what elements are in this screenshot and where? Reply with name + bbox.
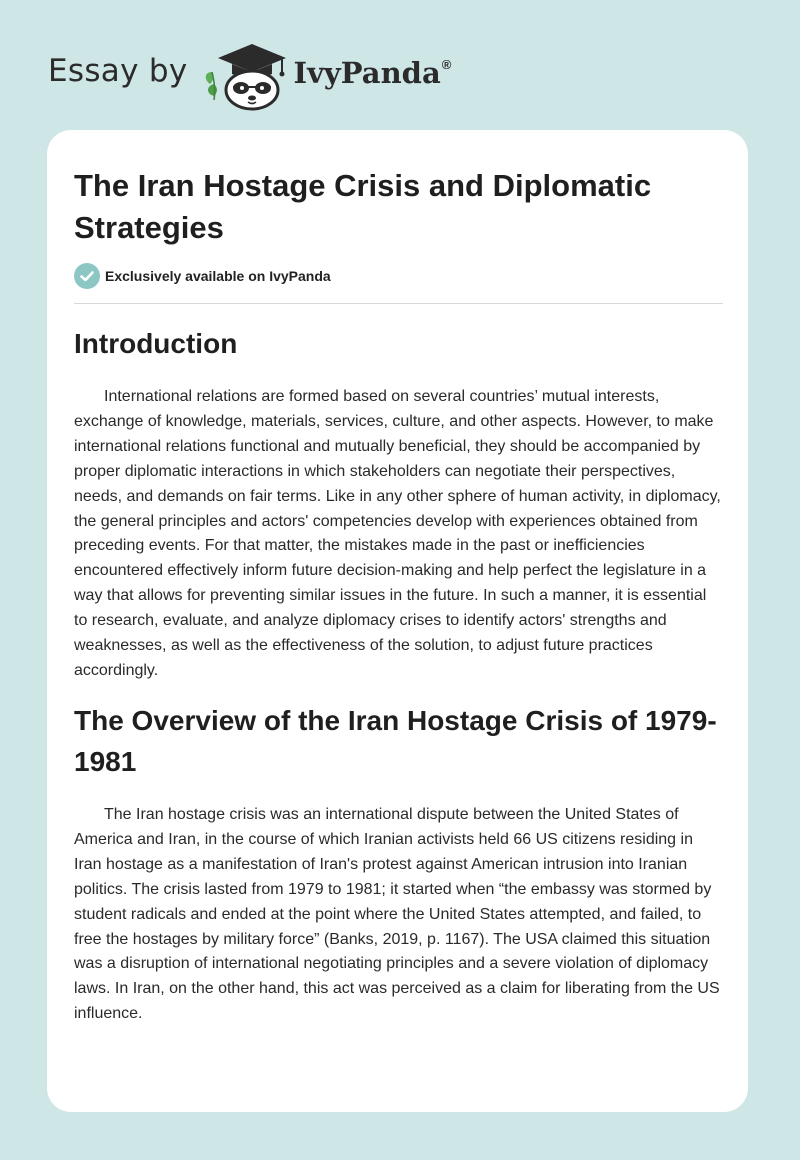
section-paragraph-introduction: International relations are formed based on several countries’ mutual interests, exchange of knowledge, materials, services, culture, and other aspects. However, to make international relations functional and mutually beneficial, they should be accompanied by proper diplomatic interactions in which stakeholders can negotiate their perspectives, needs, and demands on fair terms. Like in any other sphere of human activity, in diplomacy, the general principles and actors' competencies develop with experiences obtained from preceding events. For that matter, the mistakes made in the past or inefficiencies encountered effectively inform future decision-making and help perfect the legislature in a way that allows for preventing similar issues in the future. In such a manner, it is essential to research, evaluate, and analyze diplomacy crises to identify actors' strengths and weaknesses, as well as the effectiveness of the solution, to adjust future practices accordingly. <box>74 388 721 679</box>
article-card <box>47 130 748 1112</box>
exclusive-badge-text: Exclusively available on IvyPanda <box>105 268 331 284</box>
article-title: The Iran Hostage Crisis and Diplomatic Strategies <box>74 168 652 245</box>
essay-by-label: Essay by <box>48 53 188 89</box>
exclusive-badge <box>74 263 331 289</box>
title-divider <box>74 303 723 304</box>
panda-logo-icon[interactable] <box>202 36 292 112</box>
section-heading-overview: The Overview of the Iran Hostage Crisis of 1979-1981 <box>74 705 717 777</box>
site-header <box>48 36 451 112</box>
registered-mark: ® <box>441 57 452 72</box>
brand-name[interactable]: IvyPanda® <box>293 56 452 90</box>
section-heading-introduction: Introduction <box>74 328 238 359</box>
section-paragraph-overview: The Iran hostage crisis was an international dispute between the United States of America and Iran, in the course of which Iranian activists held 66 US citizens residing in Iran hostage as a manifestation of Iran's protest against American intrusion into Iranian politics. The crisis lasted from 1979 to 1981; it started when “the embassy was stormed by student radicals and ended at the point where the United States attempted, and failed, to free the hostages by military force” (Banks, 2019, p. 1167). The USA claimed this situation was a disruption of international negotiating principles and a severe violation of diplomacy laws. In Iran, on the other hand, this act was perceived as a claim for liberating from the US influence. <box>74 806 720 1023</box>
check-circle-icon <box>74 263 100 289</box>
